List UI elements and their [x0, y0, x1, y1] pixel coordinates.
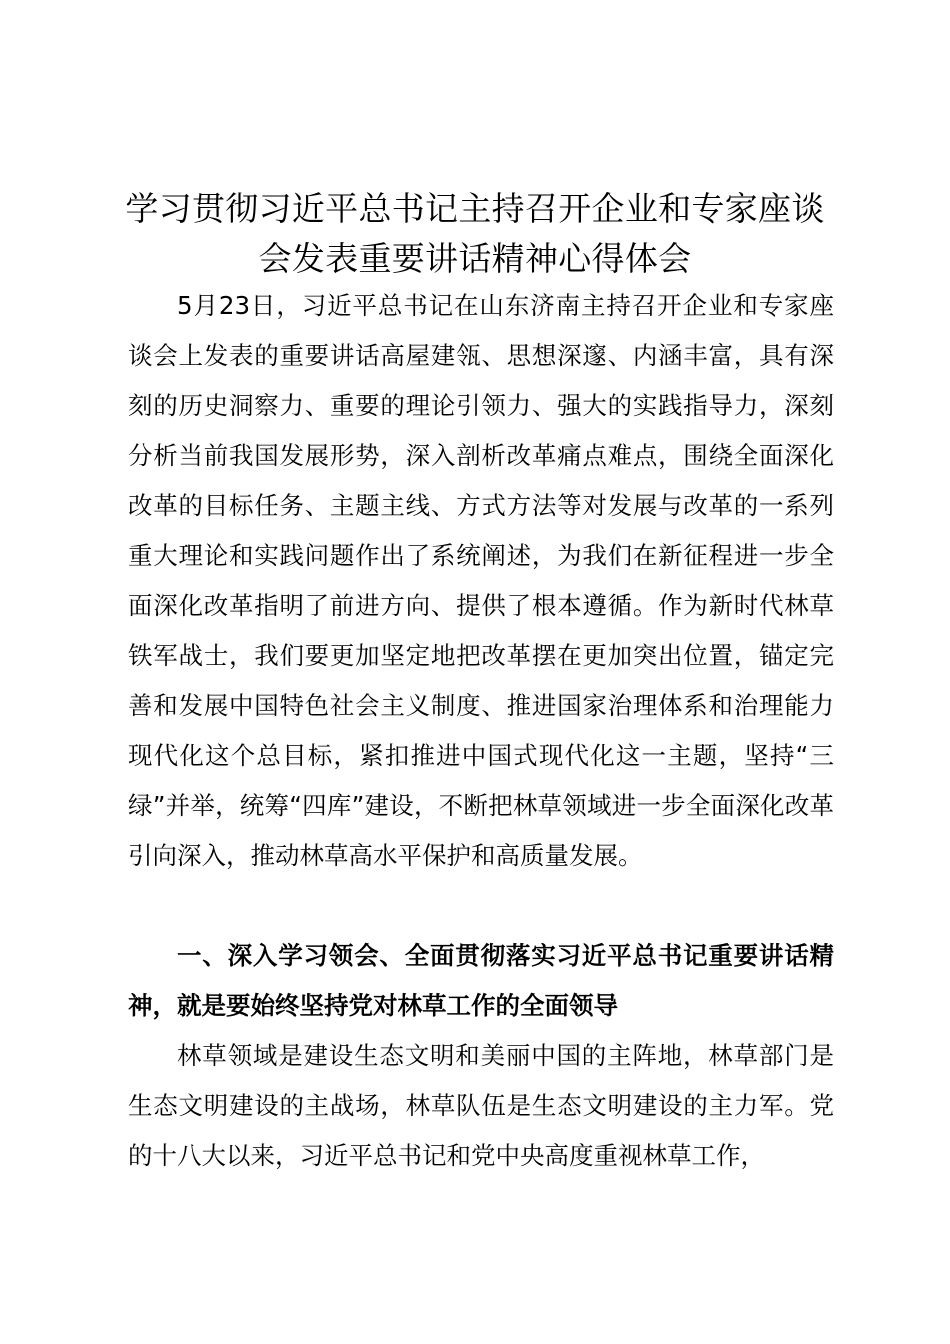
document-title: 学习贯彻习近平总书记主持召开企业和专家座谈会发表重要讲话精神心得体会 — [125, 189, 825, 278]
paragraph-section-1: 林草领域是建设生态文明和美丽中国的主阵地，林草部门是生态文明建设的主战场，林草队伍是生态文明建设的主力军。党的十八大以来，习近平总书记和党中央高度重视林草工作， — [128, 1041, 834, 1170]
section-heading-1: 一、深入学习领会、全面贯彻落实习近平总书记重要讲话精神，就是要始终坚持党对林草工作的全面领导 — [128, 941, 834, 1020]
paragraph-intro: 5月23日，习近平总书记在山东济南主持召开企业和专家座谈会上发表的重要讲话高屋建瓴、思想深邃、内涵丰富，具有深刻的历史洞察力、重要的理论引领力、强大的实践指导力，深刻分析当前我国发展形势，深入剖析改革痛点难点，围绕全面深化改革的目标任务、主题主线、方式方法等对发展与改革的一系列重大理论和实践问题作出了系统阐述，为我们在新征程进一步全面深化改革指明了前进方向、提供了根本遵循。作为新时代林草铁军战士，我们要更加坚定地把改革摆在更加突出位置，锚定完善和发展中国特色社会主义制度、推进国家治理体系和治理能力现代化这个总目标，紧扣推进中国式现代化这一主题，坚持“三绿”并举，统筹“四库”建设，不断把林草领域进一步全面深化改革引向深入，推动林草高水平保护和高质量发展。 — [128, 291, 834, 870]
